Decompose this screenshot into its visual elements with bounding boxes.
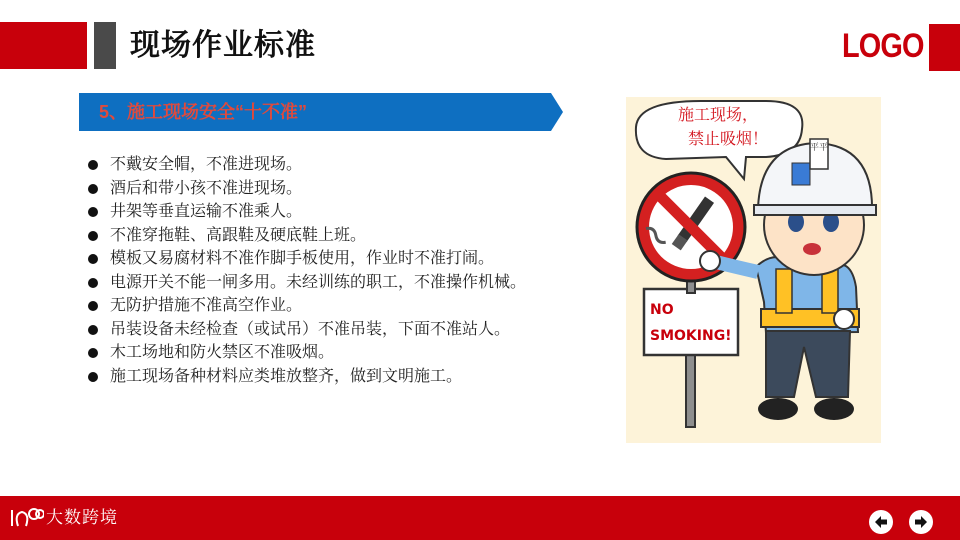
bullet-icon <box>88 254 98 264</box>
bullet-icon <box>88 184 98 194</box>
list-item <box>88 247 526 271</box>
rule-text: 木工场地和防火禁区不准吸烟。 <box>110 344 335 361</box>
header-gray-accent <box>94 22 116 69</box>
bullet-icon <box>88 278 98 288</box>
list-item <box>88 224 526 248</box>
rule-text: 吊装设备未经检查（或试吊）不准吊装，下面不准站人。 <box>110 320 511 338</box>
rule-text: 不准穿拖鞋、高跟鞋及硬底鞋上班。 <box>110 226 367 244</box>
next-slide-button[interactable] <box>909 510 933 534</box>
prev-slide-button[interactable] <box>869 510 893 534</box>
header-red-block-left <box>0 22 87 69</box>
no-smoking-sign <box>650 297 750 349</box>
speech-bubble-line-1: 施工现场， <box>677 105 758 124</box>
list-item <box>88 365 526 389</box>
helmet-badge-text: 平平 <box>809 143 829 153</box>
arrow-right-icon <box>913 514 929 530</box>
list-item <box>88 153 526 177</box>
header-red-block-right <box>929 24 960 71</box>
no-smoking-illustration <box>626 97 881 443</box>
sign-line-2: SMOKING! <box>650 328 732 344</box>
logo: LOGO <box>842 27 924 65</box>
list-item <box>88 200 526 224</box>
speech-bubble-line-2: 禁止吸烟！ <box>687 129 768 148</box>
rule-text: 无防护措施不准高空作业。 <box>110 297 303 314</box>
rule-text: 井架等垂直运输不准乘人。 <box>110 203 303 220</box>
rule-text: 酒后和带小孩不准进现场。 <box>110 179 303 197</box>
footer-brand: 大数跨境 <box>46 508 118 527</box>
list-item <box>88 177 526 201</box>
list-item <box>88 318 526 342</box>
bullet-icon <box>88 207 98 217</box>
rule-text: 电源开关不能一闸多用。未经训练的职工，不准操作机械。 <box>110 273 527 291</box>
bullet-icon <box>88 372 98 382</box>
section-title: 5、施工现场安全“十不准” <box>99 102 308 122</box>
list-item <box>88 271 526 295</box>
bullet-icon <box>88 348 98 358</box>
rule-text: 模板又易腐材料不准作脚手板使用，作业时不准打闹。 <box>110 250 495 267</box>
bullet-icon <box>88 231 98 241</box>
bullet-icon <box>88 160 98 170</box>
bullet-icon <box>88 301 98 311</box>
rules-list <box>88 153 526 388</box>
section-banner <box>79 93 563 131</box>
arrow-left-icon <box>873 514 889 530</box>
brand-mark-icon <box>8 504 44 532</box>
sign-line-1: NO <box>650 302 674 318</box>
page-title: 现场作业标准 <box>130 29 316 62</box>
footer-bar <box>0 496 960 540</box>
list-item <box>88 341 526 365</box>
bullet-icon <box>88 325 98 335</box>
list-item <box>88 294 526 318</box>
rule-text: 施工现场备种材料应类堆放整齐，做到文明施工。 <box>110 367 463 385</box>
rule-text: 不戴安全帽，不准进现场。 <box>110 156 303 173</box>
